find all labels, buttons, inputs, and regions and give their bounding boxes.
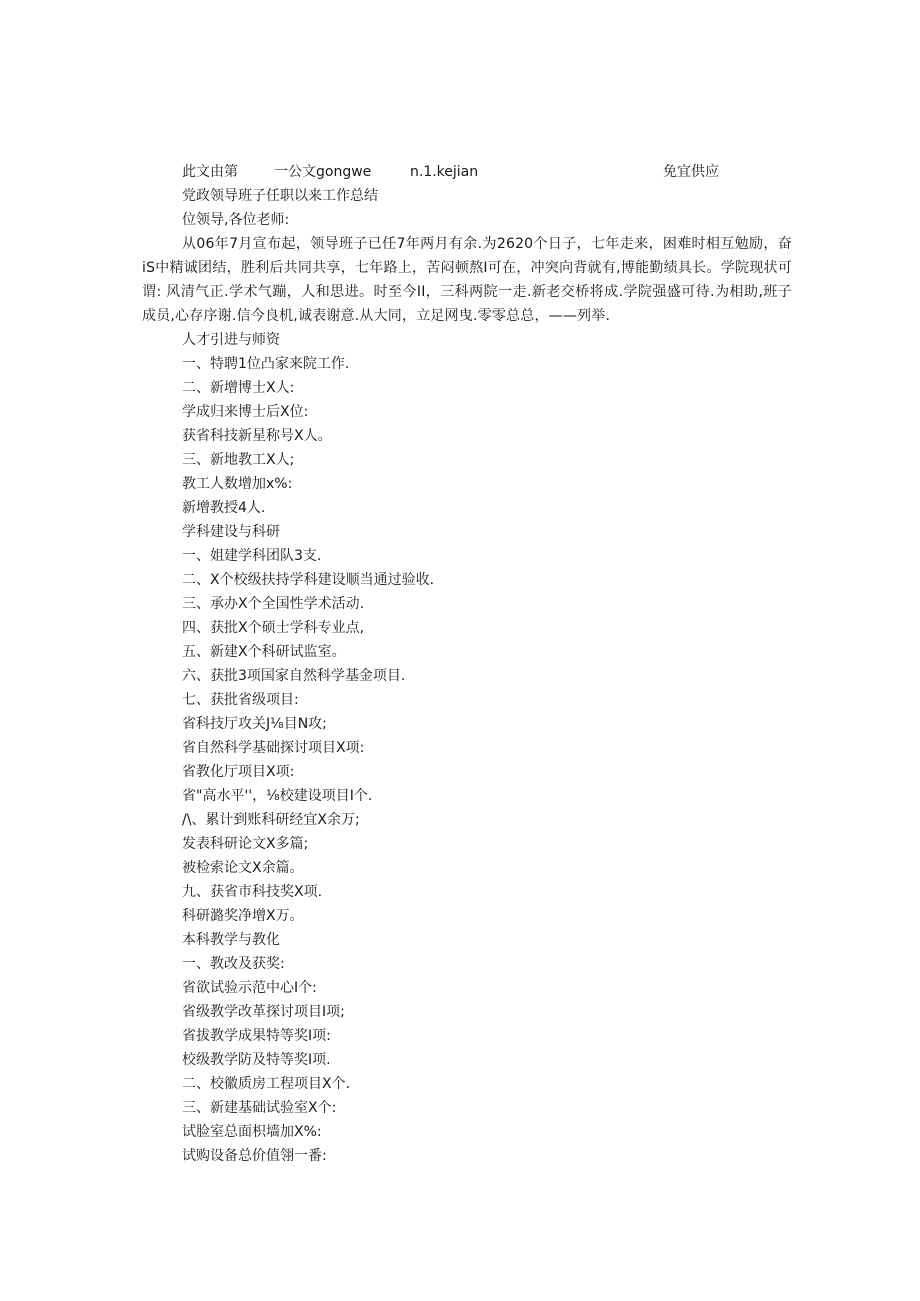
section-heading-teaching: 本科教学与教化 (182, 932, 280, 948)
list-item: 省自然科学基础探讨项目X项: (182, 740, 365, 756)
list-item: 六、获批3项国家自然科学基金项目. (182, 668, 406, 684)
list-item: 二、校徽质房工程项目X个. (182, 1076, 351, 1092)
list-item: 被检索论文X余篇。 (182, 860, 304, 876)
list-item: 省教化厅项目X项: (182, 764, 295, 780)
list-item: 七、获批省级项目: (182, 692, 299, 708)
section-heading-discipline: 学科建设与科研 (182, 524, 280, 540)
header-text-3: n.1.kejian (410, 164, 479, 180)
list-item: 省科技厅攻关J⅛目N攻; (182, 716, 327, 732)
section-heading-talent: 人才引进与师资 (182, 332, 280, 348)
list-item: /\、累计到账科研经宜X余万; (182, 812, 360, 828)
source-header (182, 160, 742, 184)
header-text-2: 一公文gongwe (274, 164, 372, 180)
list-item: 教工人数增加x%: (182, 476, 293, 492)
list-item: 科研潞奖净增X万。 (182, 908, 304, 924)
list-item: 校级教学防及特等奖I项. (182, 1052, 331, 1068)
list-item: 二、新增博士X人: (182, 380, 295, 396)
list-item: 三、新地教工X人; (182, 452, 295, 468)
list-item: 三、承办X个全国性学术活动. (182, 596, 365, 612)
list-item: 试购设备总价值翎一番: (182, 1148, 327, 1164)
list-item: 一、特聘1位凸家来院工作. (182, 356, 350, 372)
list-item: 新增教授4人. (182, 500, 266, 516)
list-item: 二、X个校级扶持学科建设顺当通过验收. (182, 572, 435, 588)
list-item: 省拔教学成果特等奖I项: (182, 1028, 331, 1044)
document-body (142, 184, 792, 1168)
greeting: 位领导,各位老师: (182, 212, 290, 228)
list-item: 获省科技新星称号X人。 (182, 428, 332, 444)
header-text-1: 此文由第 (182, 164, 238, 180)
list-item: 九、获省市科技奖X项. (182, 884, 323, 900)
intro-paragraph: 从06年7月宣布起，领导班子已任7年两月有余.为2620个日子，七年走来，困难时相互勉励，奋iS中精诚团结，胜利后共同共享，七年路上，苦闷顿熬I可在，冲突向背就有,博能勤绩具长。学院现状可谓: 风清气正.学术气蹦，人和思进。时至今II，三科两院一走.新老交桥将成.学院强盛可待.为相助,班子成员,心存序谢.信今良机,诚表谢意.从大同，立足网曳.零零总总，——列举. (142, 236, 792, 324)
list-item: 学成归来博士后X位: (182, 404, 309, 420)
list-item: 省"高水平''，⅛校建设项目I个. (182, 788, 373, 804)
list-item: 一、姐建学科团队3支. (182, 548, 322, 564)
list-item: 省欲试验示范中心I个: (182, 980, 317, 996)
document-title: 党政领导班子任职以来工作总结 (182, 188, 378, 204)
list-item: 省级教学改革探讨项目I项; (182, 1004, 345, 1020)
list-item: 四、获批X个硕士学科专业点, (182, 620, 365, 636)
list-item: 发表科研论文X多篇; (182, 836, 309, 852)
header-text-4: 免宜供应 (663, 164, 719, 180)
list-item: 五、新建X个科研试监室。 (182, 644, 346, 660)
list-item: 三、新建基础试验室X个: (182, 1100, 337, 1116)
list-item: 试脸室总面枳墙加X%: (182, 1124, 322, 1140)
list-item: 一、教改及获奖: (182, 956, 285, 972)
